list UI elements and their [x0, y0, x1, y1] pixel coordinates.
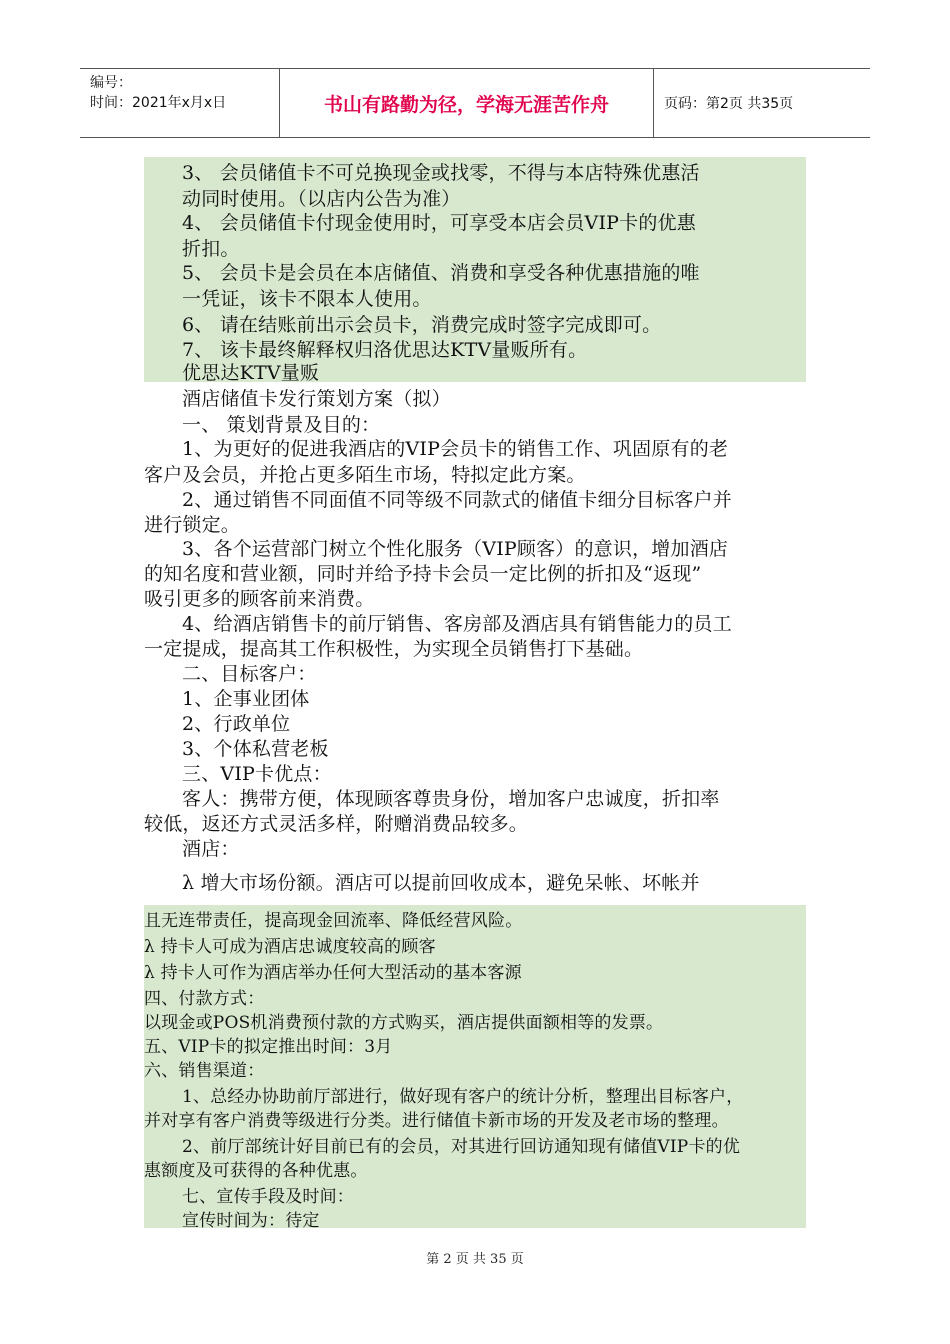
text-line: 一定提成，提高其工作积极性，为实现全员销售打下基础。	[144, 638, 644, 660]
text-line: 酒店：	[182, 838, 240, 860]
document-number: 编号：	[90, 75, 132, 91]
text-line: 的知名度和营业额，同时并给予持卡会员一定比例的折扣及“返现”	[144, 563, 702, 585]
text-line: λ 持卡人可成为酒店忠诚度较高的顾客	[144, 937, 436, 957]
text-line: λ 增大市场份额。酒店可以提前回收成本，避免呆帐、坏帐并	[182, 872, 700, 894]
text-line: 3、 会员储值卡不可兑换现金或找零，不得与本店特殊优惠活	[182, 162, 700, 184]
text-line: 宣传时间为：待定	[182, 1211, 320, 1231]
text-line: 进行锁定。	[144, 514, 241, 536]
text-line: 6、 请在结账前出示会员卡，消费完成时签字完成即可。	[182, 314, 662, 336]
text-line: 1、为更好的促进我酒店的VIP会员卡的销售工作、巩固原有的老	[182, 438, 729, 460]
section-heading: 三、VIP卡优点：	[182, 763, 332, 785]
text-line: 优思达KTV量贩	[182, 362, 320, 384]
text-line: 2、通过销售不同面值不同等级不同款式的储值卡细分目标客户并	[182, 489, 732, 511]
section-heading: 四、付款方式：	[144, 989, 265, 1009]
text-line: 并对享有客户消费等级进行分类。进行储值卡新市场的开发及老市场的整理。	[144, 1111, 729, 1131]
page-footer: 第 2 页 共 35 页	[426, 1252, 524, 1267]
text-line: 5、 会员卡是会员在本店储值、消费和享受各种优惠措施的唯	[182, 262, 700, 284]
text-line: 折扣。	[182, 238, 240, 260]
text-line: 且无连带责任，提高现金回流率、降低经营风险。	[144, 911, 523, 931]
section-heading: 五、VIP卡的拟定推出时间：3月	[144, 1037, 393, 1057]
text-line: 较低，返还方式灵活多样，附赠消费品较多。	[144, 813, 529, 835]
text-line: 动同时使用。（以店内公告为准）	[182, 188, 461, 210]
text-line: 惠额度及可获得的各种优惠。	[144, 1161, 368, 1181]
header-meta	[80, 69, 280, 137]
text-line: 吸引更多的顾客前来消费。	[144, 588, 375, 610]
section-heading: 六、销售渠道：	[144, 1061, 265, 1081]
text-line: 3、各个运营部门树立个性化服务（VIP顾客）的意识，增加酒店	[182, 538, 729, 560]
text-line: 以现金或POS机消费预付款的方式购买，酒店提供面额相等的发票。	[144, 1013, 664, 1033]
text-line: 7、 该卡最终解释权归洛优思达KTV量贩所有。	[182, 339, 588, 361]
text-line: 2、行政单位	[182, 713, 291, 735]
text-line: 1、企事业团体	[182, 688, 310, 710]
section-heading: 二、目标客户：	[182, 663, 317, 685]
text-line: λ 持卡人可作为酒店举办任何大型活动的基本客源	[144, 963, 522, 983]
text-line: 客户及会员，并抢占更多陌生市场，特拟定此方案。	[144, 464, 586, 486]
page-header	[80, 68, 870, 138]
text-line: 1、总经办协助前厅部进行，做好现有客户的统计分析，整理出目标客户，	[182, 1087, 744, 1107]
text-line: 4、给酒店销售卡的前厅销售、客房部及酒店具有销售能力的员工	[182, 613, 732, 635]
section-heading: 七、宣传手段及时间：	[182, 1187, 354, 1207]
text-line: 客人：携带方便，体现顾客尊贵身份，增加客户忠诚度，折扣率	[182, 788, 720, 810]
section-heading: 一、 策划背景及目的：	[182, 414, 381, 436]
header-motto: 书山有路勤为径，学海无涯苦作舟	[280, 69, 654, 137]
plan-title: 酒店储值卡发行策划方案（拟）	[182, 388, 451, 410]
text-line: 3、个体私营老板	[182, 738, 329, 760]
header-page-number: 页码：第2页 共35页	[664, 96, 794, 112]
text-line: 一凭证，该卡不限本人使用。	[182, 288, 432, 310]
document-date: 时间：2021年x月x日	[90, 95, 227, 111]
text-line: 4、 会员储值卡付现金使用时，可享受本店会员VIP卡的优惠	[182, 212, 696, 234]
text-line: 2、前厅部统计好目前已有的会员，对其进行回访通知现有储值VIP卡的优	[182, 1137, 741, 1157]
